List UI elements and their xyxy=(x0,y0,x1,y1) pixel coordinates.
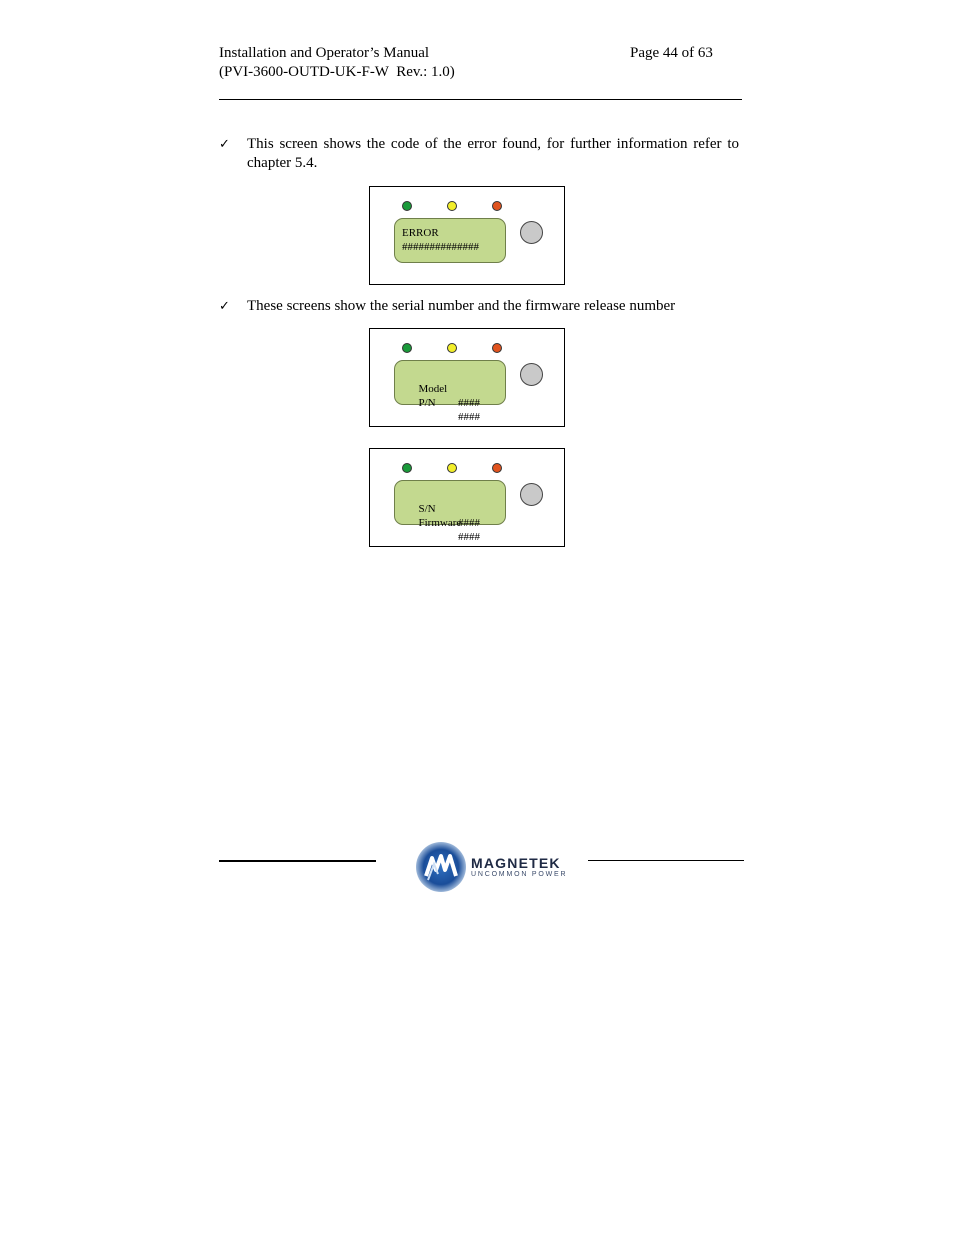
lcd-line-2 xyxy=(402,502,480,558)
lcd-label: Firmware xyxy=(418,517,462,529)
bullet-text: These screens show the serial number and the firmware release number xyxy=(247,298,676,314)
red-led-icon xyxy=(492,463,502,473)
logo-tagline: UNCOMMON POWER xyxy=(471,871,568,878)
magnetek-logo xyxy=(414,840,579,894)
display-panel-error xyxy=(369,186,565,285)
green-led-icon xyxy=(402,201,412,211)
lcd-line-1: ERROR xyxy=(402,227,439,239)
lcd-value: #### xyxy=(458,397,480,409)
header-rule xyxy=(219,99,742,100)
green-led-icon xyxy=(402,463,412,473)
lcd-value: #### xyxy=(458,531,480,543)
lcd-screen xyxy=(394,360,506,423)
green-led-icon xyxy=(402,343,412,353)
footer-rule-left xyxy=(219,860,376,862)
red-led-icon xyxy=(492,201,502,211)
yellow-led-icon xyxy=(447,343,457,353)
model-revision: (PVI-3600-OUTD-UK-F-W Rev.: 1.0) xyxy=(219,64,455,80)
bullet-text: This screen shows the code of the error found, for further information refer to chapter 5.4. xyxy=(247,136,739,171)
lcd-screen xyxy=(394,480,506,543)
knob-button-icon xyxy=(520,221,543,244)
lcd-label: S/N xyxy=(418,503,436,515)
bullet-item-serial xyxy=(219,297,739,317)
checkmark-icon: ✓ xyxy=(219,299,230,314)
lcd-value: #### xyxy=(458,517,480,529)
yellow-led-icon xyxy=(447,201,457,211)
yellow-led-icon xyxy=(447,463,457,473)
knob-button-icon xyxy=(520,363,543,386)
page-number: Page 44 of 63 xyxy=(630,45,713,61)
red-led-icon xyxy=(492,343,502,353)
lcd-value: #### xyxy=(458,411,480,423)
knob-button-icon xyxy=(520,483,543,506)
logo-name: MAGNETEK xyxy=(471,855,561,871)
bullet-item-error xyxy=(219,135,739,175)
magnetek-logo-icon xyxy=(414,840,468,894)
checkmark-icon: ✓ xyxy=(219,137,230,152)
manual-title: Installation and Operator’s Manual xyxy=(219,45,430,61)
lcd-line-2 xyxy=(402,382,480,438)
lcd-label: Model xyxy=(418,383,448,395)
lcd-label: P/N xyxy=(418,397,436,409)
lcd-screen xyxy=(394,218,506,263)
footer-rule-right xyxy=(588,860,744,861)
display-panel-serial xyxy=(369,448,565,547)
lcd-line-2: ############## xyxy=(402,241,479,253)
display-panel-model xyxy=(369,328,565,427)
